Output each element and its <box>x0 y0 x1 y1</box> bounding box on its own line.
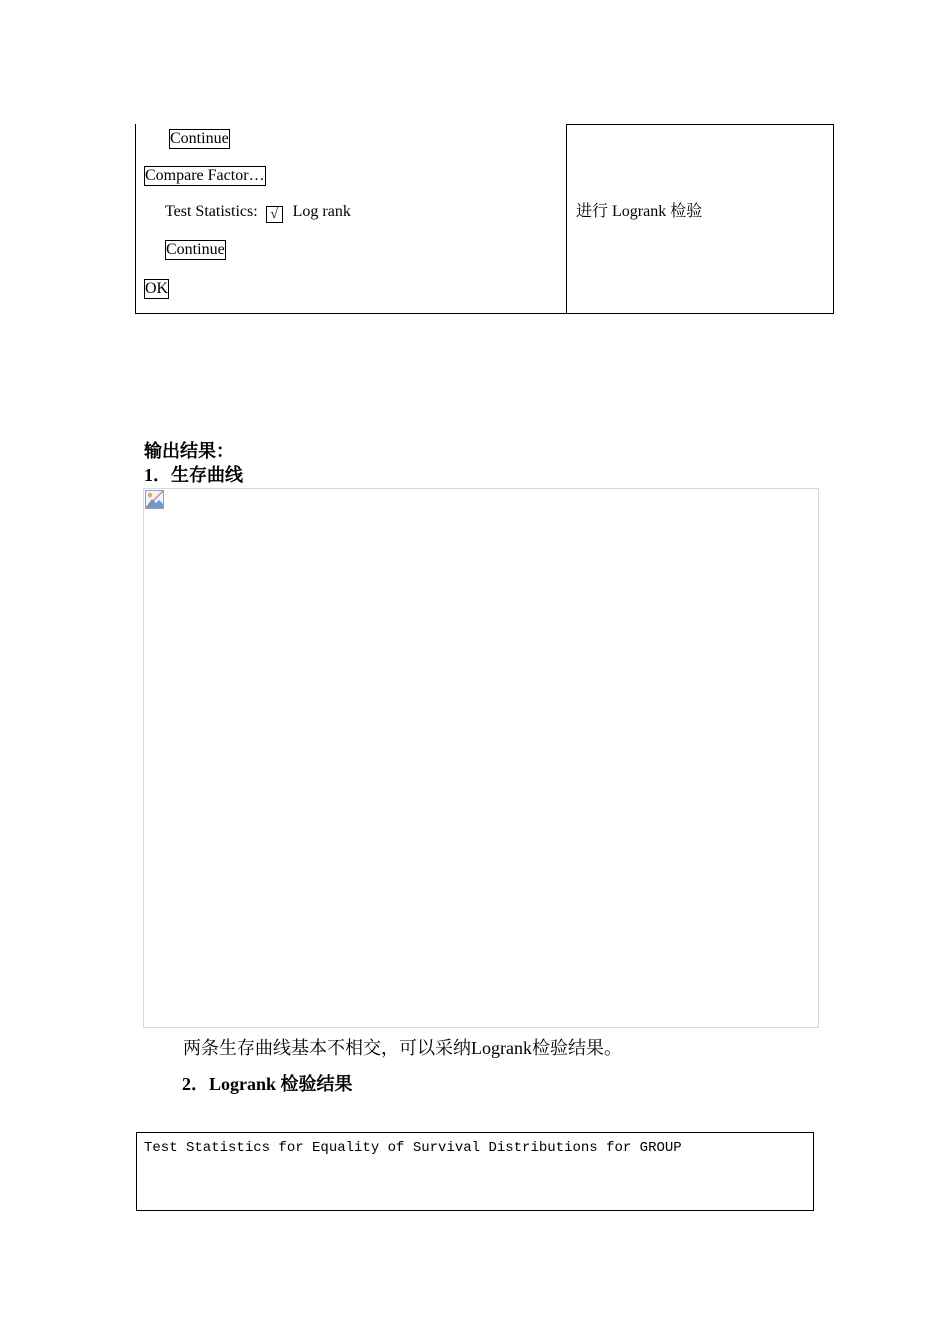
broken-image-icon <box>145 490 164 509</box>
table-left-border <box>135 124 136 314</box>
table-bottom-border <box>135 313 566 314</box>
ok-button[interactable]: OK <box>145 280 169 297</box>
compare-factor-button[interactable]: Compare Factor… <box>145 167 265 184</box>
survival-curve-image <box>143 488 819 1028</box>
curve-note: 两条生存曲线基本不相交，可以采纳Logrank检验结果。 <box>183 1038 622 1058</box>
test-statistics-row <box>165 202 351 223</box>
log-rank-label: Log rank <box>292 203 351 220</box>
log-rank-checkbox[interactable]: √ <box>266 206 283 223</box>
continue-button-2[interactable]: Continue <box>166 241 225 258</box>
stats-output-box <box>136 1132 814 1211</box>
section-logrank-result-title: 2．Logrank 检验结果 <box>182 1074 353 1094</box>
continue-button[interactable]: Continue <box>170 130 229 147</box>
test-statistics-label: Test Statistics: <box>165 203 258 220</box>
output-heading: 输出结果： <box>144 441 234 461</box>
section-survival-curve-title: 1．生存曲线 <box>144 465 243 485</box>
logrank-note: 进行 Logrank 检验 <box>576 203 703 220</box>
stats-output-title: Test Statistics for Equality of Survival Distributions for GROUP <box>144 1140 682 1156</box>
